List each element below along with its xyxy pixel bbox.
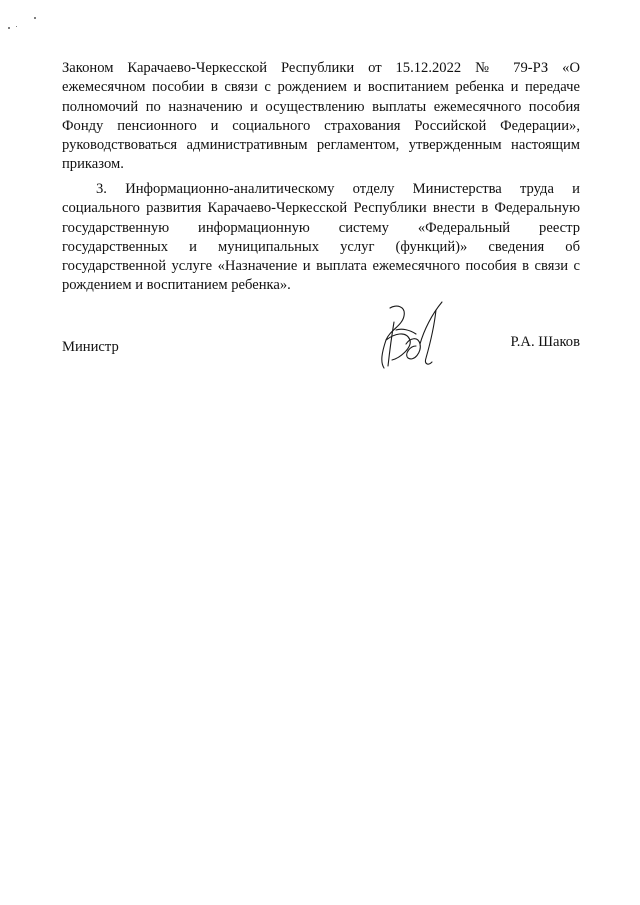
signatory-name: Р.А. Шаков	[510, 334, 580, 350]
scan-speck	[34, 17, 36, 19]
scan-speck	[16, 26, 17, 27]
signatory-title: Министр	[62, 339, 119, 355]
body-paragraph-item-3: 3. Информационно-аналитическому отделу Министерства труда и социального развития Карачаево-Черкесской Республики внести в Федеральную государственную информационную систему «Федеральный реестр государственных и муниципальных услуг (функций)» сведения об государственной услуге «Назначение и выплата ежемесячного пособия в связи с рождением и воспитанием ребенка».	[62, 181, 580, 294]
handwritten-signature	[376, 300, 450, 374]
scan-speck	[8, 27, 10, 29]
body-paragraph-continuation: Законом Карачаево-Черкесской Республики от 15.12.2022 № 79-РЗ «О ежемесячном пособии в связи с рождением и воспитанием ребенка и передаче полномочий по назначению и осуществлению выплаты ежемесячного пособия Фонду пенсионного и социального страхования Российской Федерации», руководствоваться административным регламентом, утвержденным настоящим приказом.	[62, 60, 580, 173]
